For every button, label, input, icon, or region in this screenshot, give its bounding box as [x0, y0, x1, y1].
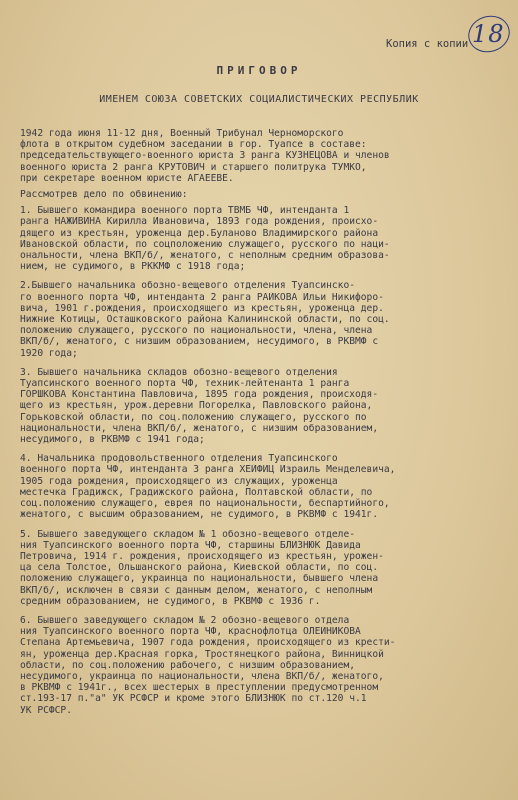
- text-line: 1. Бывшего командира военного порта ТВМБ ЧФ, интенданта 1: [20, 205, 350, 217]
- text-line: ональности, члена ВКП/б/, женатого, с неполным средним образова-: [20, 250, 390, 262]
- text-line: ния Туапсинского военного порта ЧФ, краснофлотца ОЛЕЙНИКОВА: [20, 626, 361, 638]
- document-title: ПРИГОВОР: [216, 64, 302, 77]
- text-line: при секретаре военном юристе АГАЕЕВЕ.: [20, 172, 234, 184]
- text-line: ВКП/б/, исключен в связи с данным делом, женатого, с неполным: [20, 584, 373, 596]
- text-line: Нижние Котицы, Осташковского района Калининской области, по соц.: [20, 314, 390, 326]
- handwritten-page-number: 18: [472, 20, 505, 48]
- text-line: положению служащего, украинца по национальности, бывшего члена: [20, 573, 379, 585]
- text-line: ян, уроженца дер.Красная горка, Тростянецкого района, Винницкой: [20, 648, 384, 660]
- text-line: 3. Бывшего начальника складов обозно-вещевого отделения: [20, 366, 338, 378]
- text-line: ВКП/б/, женатого, с низшим образованием, несудимого, в РКВМФ с: [20, 336, 379, 348]
- text-line: ГОРШКОВА Константина Павловича, 1895 года рождения, происходя-: [20, 389, 379, 401]
- defendant-item-6: [20, 615, 498, 716]
- text-line: нием, не судимого, в РККМФ с 1918 года;: [20, 261, 246, 273]
- text-line: несудимого, украинца по национальности, члена ВКП/б/, женатого,: [20, 670, 384, 682]
- text-line: 1942 года июня 11-12 дня, Военный Трибунал Черноморского: [20, 128, 344, 139]
- text-line: в РКВМФ с 1941г., всех шестерых в преступлении предусмотренном: [20, 682, 379, 694]
- text-line: местечка Градижск, Градижского района, Полтавской области, по: [20, 486, 373, 498]
- text-line: Петровича, 1914 г. рождения, происходящего из крестьян, урожен-: [20, 550, 384, 562]
- text-line: ния Туапсинского военного порта ЧФ, старшины БЛИЗНЮК Давида: [20, 539, 361, 551]
- text-line: соц.положению служащего, еврея по национальности, беспартийного,: [20, 498, 390, 510]
- defendant-item-1: [20, 205, 498, 272]
- text-line: области, по соц.положению рабочего, с низшим образованием,: [20, 659, 356, 671]
- defendant-item-2: [20, 280, 498, 358]
- document-subtitle: ИМЕНЕМ СОЮЗА СОВЕТСКИХ СОЦИАЛИСТИЧЕСКИХ РЕСПУБЛИК: [99, 94, 419, 105]
- text-line: УК РСФСР.: [20, 704, 72, 716]
- text-line: дящего из крестьян, уроженца дер.Буланово Владимирского района: [20, 227, 379, 239]
- text-line: ца села Толстое, Ольшанского района, Киевской области, по соц.: [20, 562, 379, 574]
- text-line: 4. Начальника продовольственного отделения Туапсинского: [20, 453, 338, 465]
- text-line: го военного порта ЧФ, интенданта 2 ранга РАЙКОВА Ильи Никифоро-: [20, 291, 384, 303]
- defendant-item-4: [20, 453, 498, 520]
- defendant-item-3: [20, 367, 498, 445]
- considering-line: Рассмотрев дело по обвинению:: [20, 189, 188, 201]
- text-line: 6. Бывшего заведующего складом № 2 обозно-вещевого отдела: [20, 614, 350, 626]
- text-line: 1905 года рождения, происходящего из служащих, уроженца: [20, 475, 338, 487]
- text-line: несудимого, в РКВМФ с 1941 года;: [20, 434, 205, 446]
- text-line: Туапсинского военного порта ЧФ, техник-лейтенанта 1 ранга: [20, 378, 350, 390]
- text-line: щего из крестьян, урож.деревни Погорелка, Павловского района,: [20, 400, 373, 412]
- text-line: 2.Бывшего начальника обозно-вещевого отделения Туапсинско-: [20, 280, 356, 292]
- text-line: вича, 1901 г.рождения, происходящего из крестьян, уроженца дер.: [20, 302, 384, 314]
- defendant-item-5: [20, 529, 498, 607]
- text-line: средним образованием, не судимого, в РКВМФ с 1936 г.: [20, 595, 321, 607]
- copy-note: Копия с копии: [386, 38, 469, 50]
- text-line: национальности, члена ВКП/б/, женатого, с низшим образованием,: [20, 422, 379, 434]
- text-line: Ивановской области, по соцположению служащего, русского по нaци-: [20, 238, 390, 250]
- text-line: женатого, с высшим образованием, не судимого, в РКВМФ с 1941г.: [20, 509, 379, 521]
- text-line: флота в открытом судебном заседании в гор. Туапсе в составе:: [20, 139, 367, 151]
- text-line: ранга НАЖИВИНА Кирилла Ивановича, 1893 года рождения, происхо-: [20, 216, 379, 228]
- text-line: военного юриста 2 ранга КРУТОВИЧ и старшего политрука ТУМКО,: [20, 161, 367, 173]
- text-line: ст.193-17 п."а" УК РСФСР и кроме этого БЛИЗНЮК по ст.120 ч.1: [20, 693, 367, 705]
- intro-paragraph: [20, 128, 498, 184]
- text-line: военного порта ЧФ, интенданта 3 ранга ХЕЙФИЦ Израиль Менделевича,: [20, 464, 396, 476]
- text-line: 1920 года;: [20, 347, 78, 359]
- text-line: председательствующего-военного юриста 3 ранга КУЗНЕЦОВА и членов: [20, 150, 390, 162]
- text-line: Степана Артемьевича, 1907 года рождения, происходящего из крести-: [20, 637, 396, 649]
- text-line: 5. Бывшего заведующего складом № 1 обозно-вещевого отделе-: [20, 528, 356, 540]
- text-line: Горьковской области, по соц.положению служащего, русского по: [20, 411, 367, 423]
- text-line: положению служащего, русского по национальности, члена, члена: [20, 325, 373, 337]
- document-body: [20, 128, 498, 716]
